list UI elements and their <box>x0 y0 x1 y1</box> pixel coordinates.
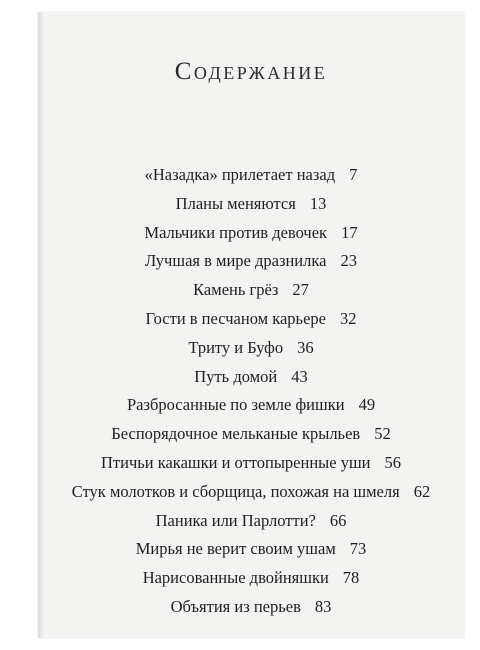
toc-entry <box>38 420 464 449</box>
toc-entry <box>38 161 464 190</box>
toc-entry <box>38 564 464 593</box>
toc-entry-page: 27 <box>292 280 309 300</box>
toc-entry <box>38 219 464 248</box>
toc-entry-page: 49 <box>358 395 376 415</box>
toc-entry-page: 52 <box>374 424 391 444</box>
toc-entry <box>38 449 464 478</box>
toc-entry <box>38 276 464 305</box>
toc-entry-title: Стук молотков и сборщица, похожая на шмеля <box>71 481 400 501</box>
toc-entry-page: 83 <box>314 596 332 616</box>
toc-entry-title: Планы меняются <box>175 193 296 213</box>
toc-entry-title: Нарисованные двойняшки <box>142 568 329 588</box>
toc-entry-title: Мирья не верит своим ушам <box>135 539 336 559</box>
toc-entry-page: 73 <box>349 539 367 559</box>
toc-entry-title: Птичьи какашки и оттопыренные уши <box>100 452 371 472</box>
toc-entry <box>38 535 464 564</box>
toc-entry <box>38 391 464 420</box>
toc-entry-title: Лучшая в мире дразнилка <box>145 251 327 271</box>
toc-entry <box>38 363 464 392</box>
toc-entry <box>38 334 464 363</box>
toc-entry-page: 13 <box>309 193 327 213</box>
toc-entry-title: «Назадка» прилетает назад <box>144 165 336 184</box>
toc-entry-title: Разбросанные по земле фишки <box>126 395 345 415</box>
toc-entry-page: 7 <box>349 165 358 184</box>
toc-entry-title: Гости в песчаном карьере <box>145 308 326 328</box>
toc-entry-page: 78 <box>342 568 360 588</box>
toc-entry-page: 23 <box>340 251 357 271</box>
toc-entry-title: Камень грёз <box>193 280 279 300</box>
toc-entry-page: 62 <box>413 481 431 501</box>
toc-entry-page: 17 <box>341 222 358 242</box>
toc-entry-title: Мальчики против девочек <box>144 222 328 242</box>
toc-entry <box>38 593 464 622</box>
toc-entry <box>38 507 464 536</box>
toc-entry-page: 56 <box>384 452 401 472</box>
table-of-contents <box>38 161 464 622</box>
toc-entry-page: 66 <box>329 510 347 530</box>
toc-entry-title: Путь домой <box>194 366 278 386</box>
toc-entry-page: 32 <box>339 308 357 328</box>
toc-entry-title: Беспорядочное мельканые крыльев <box>111 424 361 444</box>
toc-entry <box>38 478 464 507</box>
toc-entry <box>38 190 464 219</box>
toc-entry-page: 43 <box>291 366 308 386</box>
toc-entry-page: 36 <box>297 337 314 357</box>
book-page <box>38 12 464 638</box>
page-title: Содержание <box>174 58 328 85</box>
toc-entry <box>38 247 464 276</box>
toc-entry-title: Паника или Парлотти? <box>155 510 316 530</box>
toc-entry <box>38 305 464 334</box>
toc-entry-title: Объятия из перьев <box>170 596 301 616</box>
toc-entry-title: Триту и Буфо <box>188 337 284 357</box>
